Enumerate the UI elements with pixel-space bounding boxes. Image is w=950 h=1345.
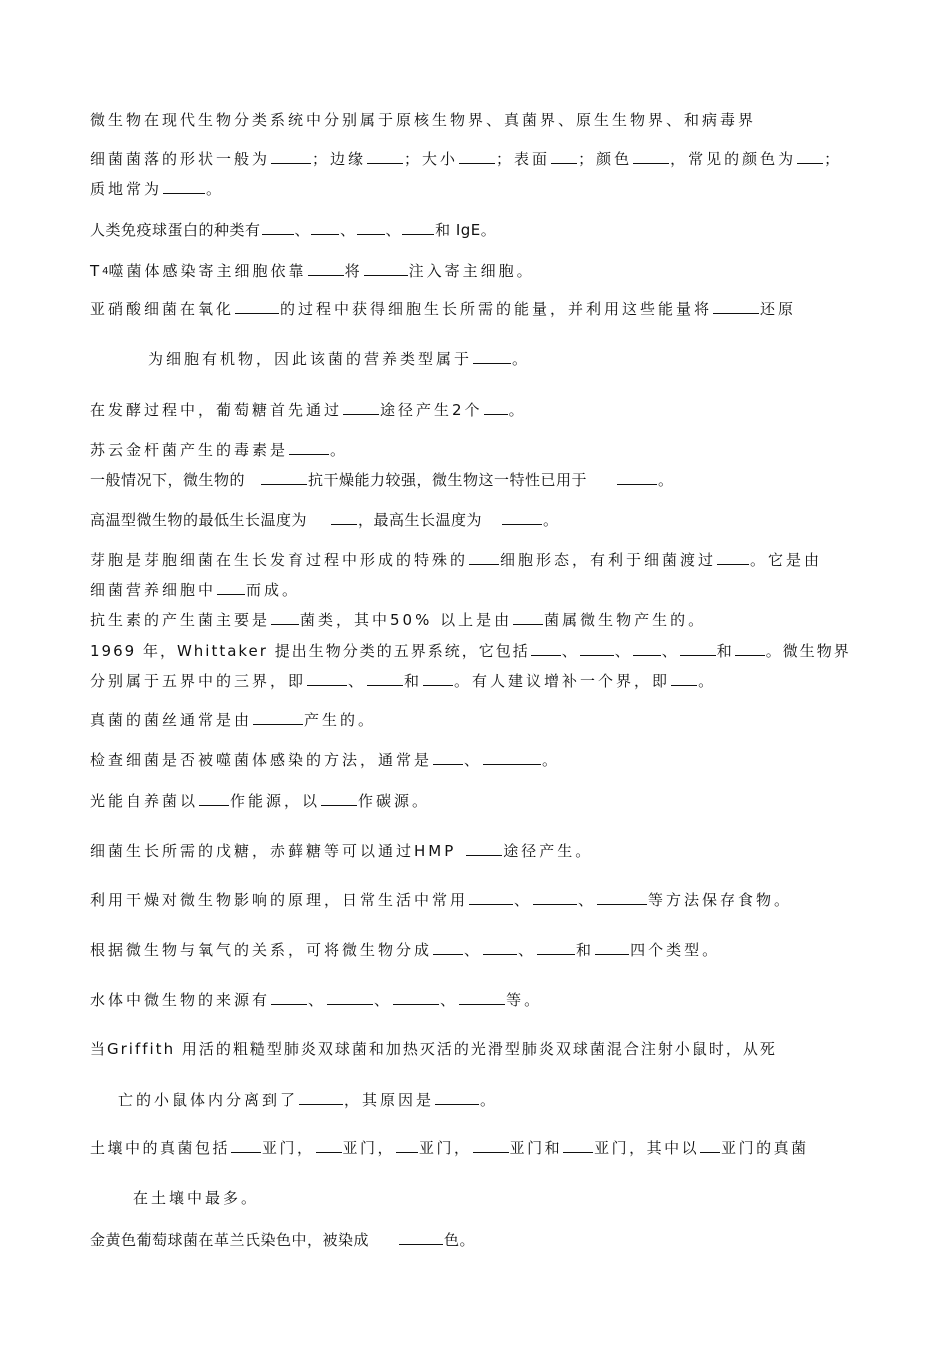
question-text: 细菌营养细胞中	[90, 581, 217, 599]
answer-blank[interactable]	[469, 546, 499, 565]
question-text: 、	[464, 941, 483, 959]
answer-blank[interactable]	[483, 746, 541, 765]
answer-blank[interactable]	[271, 606, 299, 625]
answer-blank[interactable]	[271, 145, 311, 164]
question-2-line-2	[90, 174, 870, 204]
question-text: 、	[464, 751, 483, 769]
answer-blank[interactable]	[311, 216, 339, 235]
answer-blank[interactable]	[597, 886, 647, 905]
question-text: 亚门，其中以	[594, 1139, 700, 1157]
answer-blank[interactable]	[531, 637, 561, 656]
question-text: 、	[348, 672, 367, 690]
answer-blank[interactable]	[735, 637, 765, 656]
question-text: 亚门，	[419, 1139, 472, 1157]
question-text: 亚门和	[509, 1139, 563, 1157]
answer-blank[interactable]	[289, 436, 329, 455]
question-12	[90, 636, 870, 666]
question-text: 途径产生。	[503, 842, 594, 860]
question-text: 菌属微生物产生的。	[544, 611, 707, 629]
question-16	[90, 836, 870, 866]
question-text: 抗生素的产生菌主要是	[90, 611, 271, 629]
answer-blank[interactable]	[700, 1134, 720, 1153]
question-text: 光能自养菌以	[90, 792, 199, 810]
answer-blank[interactable]	[271, 986, 307, 1005]
answer-blank[interactable]	[262, 216, 294, 235]
answer-blank[interactable]	[513, 606, 543, 625]
answer-blank[interactable]	[502, 506, 542, 525]
answer-blank[interactable]	[307, 667, 347, 686]
answer-blank[interactable]	[595, 936, 629, 955]
question-text: 在土壤中最多。	[133, 1189, 260, 1207]
question-text: 细胞形态，有利于细菌渡过	[500, 551, 717, 569]
question-text: 、	[374, 991, 393, 1009]
answer-blank[interactable]	[797, 145, 823, 164]
answer-blank[interactable]	[617, 466, 657, 485]
question-text: 注入寄主细胞。	[408, 262, 535, 280]
question-text: ，最高生长温度为	[358, 511, 483, 529]
question-text: 苏云金杆菌产生的毒素是	[90, 441, 289, 459]
question-text: 当Griffith 用活的粗糙型肺炎双球菌和加热灭活的光滑型肺炎双球菌混合注射小鼠时，从死	[90, 1040, 777, 1058]
question-text: 人类免疫球蛋白的种类有	[90, 221, 261, 239]
question-text: 为细胞有机物，因此该菌的营养类型属于	[148, 350, 473, 368]
answer-blank[interactable]	[217, 576, 245, 595]
question-text: 等。	[506, 991, 543, 1009]
question-text: 质地常为	[90, 180, 163, 198]
question-14	[90, 745, 870, 775]
subscript: 4	[102, 266, 109, 277]
answer-blank[interactable]	[367, 667, 403, 686]
question-text: 。	[658, 471, 674, 489]
question-text: 细菌生长所需的戊糖，赤藓糖等可以通过HMP	[90, 842, 457, 860]
question-text: 作能源，以	[230, 792, 321, 810]
question-text: 。	[542, 751, 561, 769]
question-17	[90, 885, 870, 915]
question-text: 、	[518, 941, 537, 959]
question-text: 高温型微生物的最低生长温度为	[90, 511, 308, 529]
question-9	[90, 505, 870, 535]
question-text: 、	[578, 891, 597, 909]
question-text: 产生的。	[304, 711, 377, 729]
question-text: 、	[440, 991, 459, 1009]
question-text: 亚门，	[262, 1139, 315, 1157]
question-text: 和	[404, 672, 423, 690]
answer-blank[interactable]	[402, 216, 434, 235]
question-text: 将	[344, 262, 363, 280]
question-text: 芽胞是芽胞细菌在生长发育过程中形成的特殊的	[90, 551, 469, 569]
question-text: 。它是由	[750, 551, 823, 569]
question-text: 水体中微生物的来源有	[90, 991, 271, 1009]
question-text: 等方法保存食物。	[648, 891, 793, 909]
question-text: 、	[294, 221, 311, 239]
answer-blank[interactable]	[473, 345, 511, 364]
answer-blank[interactable]	[316, 1134, 342, 1153]
answer-blank[interactable]	[364, 257, 408, 276]
answer-blank[interactable]	[308, 257, 344, 276]
question-text: 、	[308, 991, 327, 1009]
question-text: 真菌的菌丝通常是由	[90, 711, 253, 729]
question-text: T	[90, 262, 103, 280]
question-text: 分别属于五界中的三界，即	[90, 672, 307, 690]
question-text: 微生物在现代生物分类系统中分别属于原核生物界、真菌界、原生生物界、和病毒界	[90, 111, 757, 129]
answer-blank[interactable]	[321, 787, 357, 806]
answer-blank[interactable]	[533, 886, 577, 905]
answer-blank[interactable]	[433, 936, 463, 955]
question-21-line-2	[133, 1183, 913, 1213]
question-text: 抗干燥能力较强，微生物这一特性已用于	[308, 471, 588, 489]
answer-blank[interactable]	[393, 986, 439, 1005]
question-10	[90, 545, 870, 575]
question-text: 还原	[760, 300, 797, 318]
answer-blank[interactable]	[435, 1086, 479, 1105]
question-1	[90, 105, 870, 135]
answer-blank[interactable]	[396, 1134, 418, 1153]
answer-blank[interactable]	[331, 506, 357, 525]
question-text: 。微生物界	[765, 642, 851, 660]
answer-blank[interactable]	[459, 145, 495, 164]
question-text: ；大小	[404, 150, 459, 168]
question-text: 亡的小鼠体内分离到了	[118, 1091, 299, 1109]
answer-blank[interactable]	[633, 637, 661, 656]
question-13	[90, 705, 870, 735]
answer-blank[interactable]	[680, 637, 716, 656]
question-22	[90, 1225, 870, 1255]
question-text: 、	[561, 642, 579, 660]
question-text: 而成。	[246, 581, 301, 599]
question-text: 。	[543, 511, 559, 529]
question-3	[90, 215, 870, 245]
answer-blank[interactable]	[231, 1134, 261, 1153]
answer-blank[interactable]	[261, 466, 307, 485]
answer-blank[interactable]	[327, 986, 373, 1005]
answer-blank[interactable]	[633, 145, 669, 164]
question-text: ，常见的颜色为	[670, 150, 797, 168]
question-text: 。	[330, 441, 349, 459]
question-text: 一般情况下，微生物的	[90, 471, 246, 489]
answer-blank[interactable]	[357, 216, 385, 235]
answer-blank[interactable]	[235, 295, 279, 314]
question-text: 、	[661, 642, 679, 660]
question-text: ；表面	[496, 150, 551, 168]
question-text: 在发酵过程中，葡萄糖首先通过	[90, 401, 343, 419]
question-text: 根据微生物与氧气的关系，可将微生物分成	[90, 941, 433, 959]
question-text: 细菌菌落的形状一般为	[90, 150, 271, 168]
question-21	[90, 1133, 870, 1163]
question-10-line-2	[90, 575, 870, 605]
question-text: 、	[514, 891, 533, 909]
question-text: 作碳源。	[358, 792, 431, 810]
answer-blank[interactable]	[343, 396, 379, 415]
answer-blank[interactable]	[551, 145, 577, 164]
question-19	[90, 985, 870, 1015]
answer-blank[interactable]	[367, 145, 403, 164]
question-2	[90, 144, 870, 174]
question-text: ；	[824, 150, 843, 168]
answer-blank[interactable]	[563, 1134, 593, 1153]
question-text: 。	[512, 350, 531, 368]
question-text: 亚门的真菌	[721, 1139, 809, 1157]
question-text: 检查细菌是否被噬菌体感染的方法，通常是	[90, 751, 433, 769]
answer-blank[interactable]	[537, 936, 575, 955]
question-15	[90, 786, 870, 816]
answer-blank[interactable]	[469, 886, 513, 905]
question-text: ；颜色	[578, 150, 633, 168]
question-text: 金黄色葡萄球菌在革兰氏染色中，被染成	[90, 1231, 370, 1249]
answer-blank[interactable]	[483, 936, 517, 955]
question-text: 。	[480, 1091, 499, 1109]
answer-blank[interactable]	[459, 986, 505, 1005]
question-text: 。	[206, 180, 225, 198]
question-text: ；边缘	[312, 150, 367, 168]
question-6	[90, 395, 870, 425]
question-text: 利用干燥对微生物影响的原理，日常生活中常用	[90, 891, 469, 909]
question-text: 亚硝酸细菌在氧化	[90, 300, 235, 318]
question-text: 。有人建议增补一个界，即	[454, 672, 671, 690]
question-text: 、	[340, 221, 356, 239]
question-text: 土壤中的真菌包括	[90, 1139, 231, 1157]
answer-blank[interactable]	[671, 667, 697, 686]
answer-blank[interactable]	[423, 667, 453, 686]
question-20	[90, 1034, 870, 1064]
question-text: 、	[614, 642, 632, 660]
answer-blank[interactable]	[433, 746, 463, 765]
question-text: 、	[385, 221, 402, 239]
question-18	[90, 935, 870, 965]
answer-blank[interactable]	[717, 546, 749, 565]
question-text: 和 IgE。	[435, 221, 497, 239]
question-text: 色。	[444, 1231, 476, 1249]
answer-blank[interactable]	[580, 637, 614, 656]
answer-blank[interactable]	[199, 787, 229, 806]
answer-blank[interactable]	[399, 1226, 443, 1245]
answer-blank[interactable]	[253, 706, 303, 725]
question-text: 和	[716, 642, 734, 660]
question-text: 的过程中获得细胞生长所需的能量，并利用这些能量将	[280, 300, 713, 318]
question-text: 亚门，	[342, 1139, 396, 1157]
question-text: 1969 年，Whittaker 提出生物分类的五界系统，它包括	[90, 642, 530, 660]
question-12-line-2	[90, 666, 870, 696]
question-5-line-2	[148, 344, 928, 374]
question-text: 和	[576, 941, 595, 959]
question-text: 途径产生2个	[380, 401, 483, 419]
question-11	[90, 605, 870, 635]
question-text: 四个类型。	[630, 941, 721, 959]
question-5	[90, 294, 870, 324]
answer-blank[interactable]	[466, 837, 502, 856]
answer-blank[interactable]	[484, 396, 508, 415]
question-4	[90, 256, 870, 287]
answer-blank[interactable]	[473, 1134, 509, 1153]
answer-blank[interactable]	[163, 175, 205, 194]
question-text: 菌类，其中50% 以上是由	[300, 611, 513, 629]
question-8	[90, 465, 870, 495]
question-text: ，其原因是	[344, 1091, 435, 1109]
question-text: 。	[508, 401, 527, 419]
answer-blank[interactable]	[299, 1086, 343, 1105]
question-text: 噬菌体感染寄主细胞依靠	[108, 262, 307, 280]
question-text: 。	[698, 672, 717, 690]
question-20-line-2	[118, 1085, 898, 1115]
question-7	[90, 435, 870, 465]
answer-blank[interactable]	[713, 295, 759, 314]
